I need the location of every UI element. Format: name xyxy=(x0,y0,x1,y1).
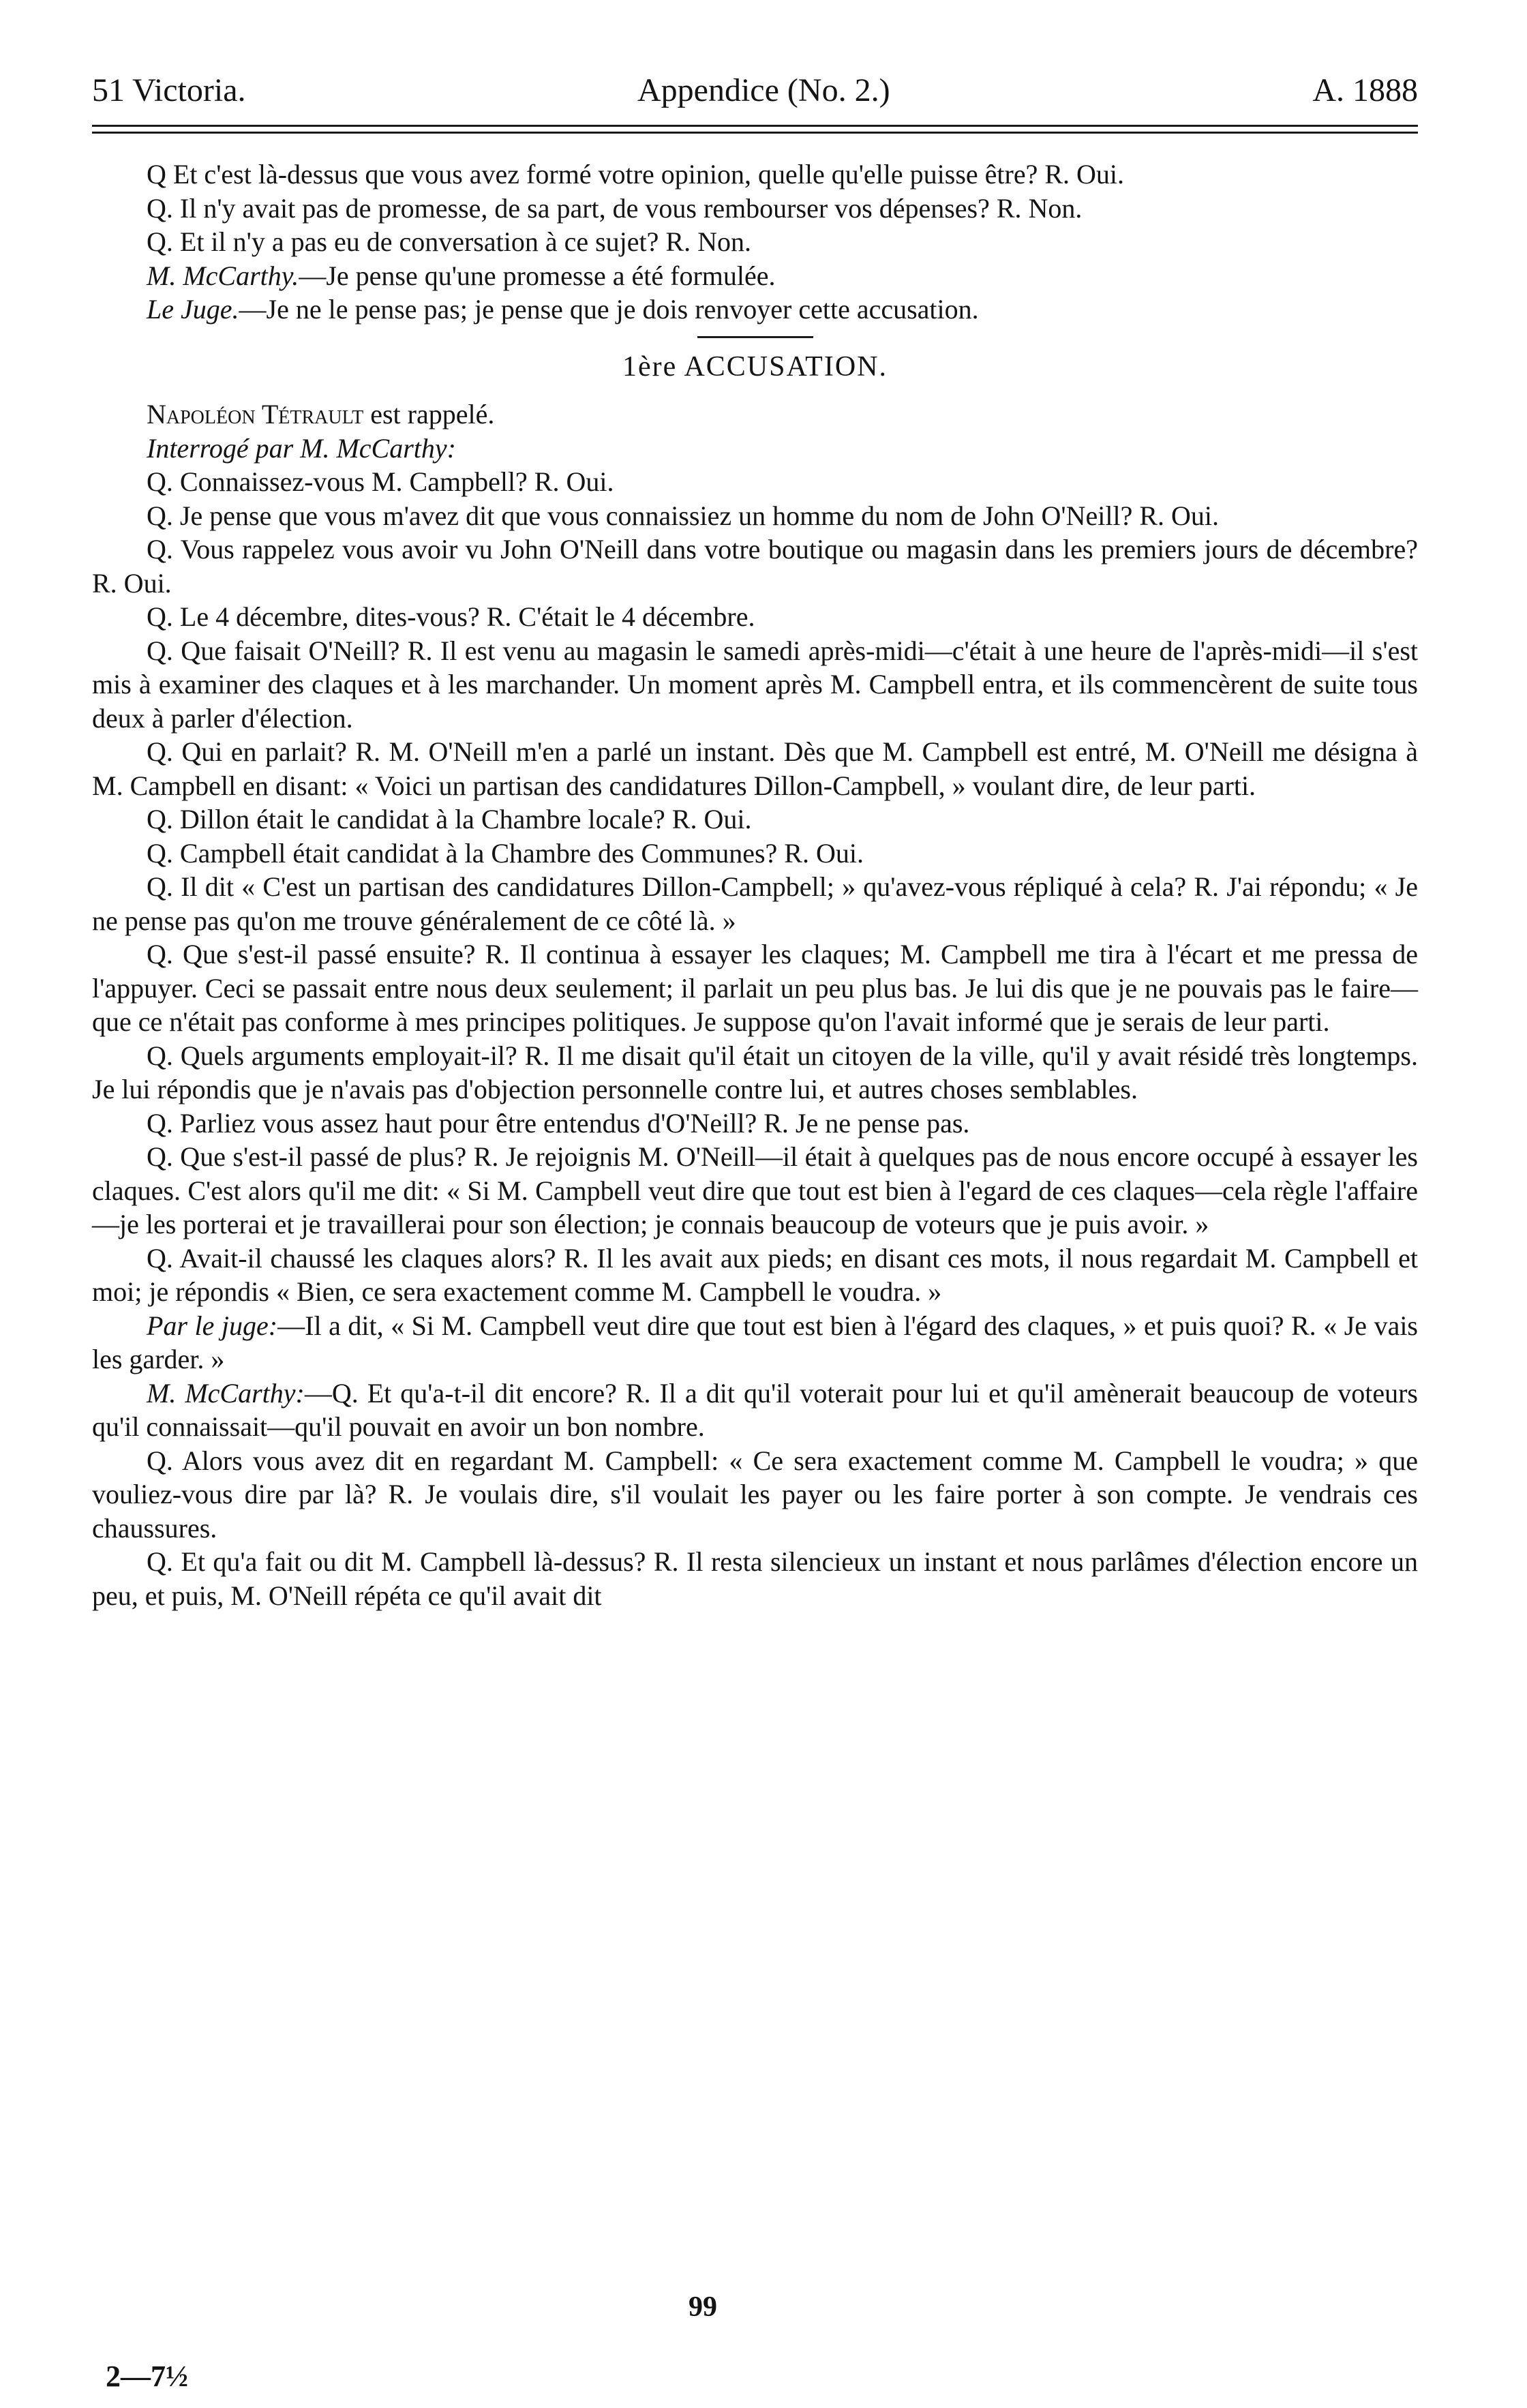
witness-text: est rappelé. xyxy=(363,399,495,430)
page-footer xyxy=(0,2291,1527,2393)
paragraph: Q. Il dit « C'est un partisan des candidatures Dillon-Campbell; » qu'avez-vous répliqué à cela? R. J'ai répondu; « Je ne pense pas qu'on me trouve généralement de ce côté là. » xyxy=(92,871,1418,936)
paragraph: Q. Que s'est-il passé de plus? R. Je rejoignis M. O'Neill—il était à quelques pas de nous encore occupé à essayer les claques. C'est alors qu'il me dit: « Si M. Campbell veut dire que tout est bien à l'egard de ces claques—cela règle l'affaire—je les porterai et je travaillerai pour son élection; je connais beaucoup de voteurs que je puis avoir. » xyxy=(92,1141,1418,1239)
header-double-rule xyxy=(92,123,1418,140)
speaker-paragraph xyxy=(92,259,1418,293)
paragraph: Q. Je pense que vous m'avez dit que vous connaissiez un homme du nom de John O'Neill? R. Oui. xyxy=(147,500,1220,531)
page-number: 99 xyxy=(689,2291,717,2323)
speaker-text: —Il a dit, « Si M. Campbell veut dire que tout est bien à l'égard des claques, » et puis quoi? R. « Je vais les garder. » xyxy=(92,1310,1419,1374)
document-body xyxy=(92,157,1418,1612)
document-page xyxy=(92,65,1418,1612)
header-session: 51 Victoria. xyxy=(92,72,246,108)
paragraph: Q. Dillon était le candidat à la Chambre locale? R. Oui. xyxy=(147,804,752,834)
witness-name: Napoléon Tétrault xyxy=(147,399,364,430)
speaker-name: Par le juge: xyxy=(147,1310,278,1341)
speaker-paragraph xyxy=(92,1309,1418,1376)
paragraph: Q. Connaissez-vous M. Campbell? R. Oui. xyxy=(147,466,614,497)
speaker-paragraph xyxy=(92,1376,1418,1444)
speaker-name: M. McCarthy. xyxy=(147,260,299,291)
paragraph: Q. Le 4 décembre, dites-vous? R. C'était le 4 décembre. xyxy=(147,601,755,632)
header-appendix: Appendice (No. 2.) xyxy=(637,72,890,108)
speaker-name: Le Juge. xyxy=(147,294,239,325)
paragraph: Q. Que s'est-il passé ensuite? R. Il continua à essayer les claques; M. Campbell me tira à l'écart et me pressa de l'appuyer. Ceci se passait entre nous deux seulement; il parlait un peu plus bas. Je lui dis que je ne pouvais pas le faire—que ce n'était pas conforme à mes principes politiques. Je suppose qu'on l'avait informé que je serais de leur parti. xyxy=(92,939,1418,1037)
paragraph: Q. Campbell était candidat à la Chambre des Communes? R. Oui. xyxy=(147,837,864,869)
paragraph: Q. Parliez vous assez haut pour être entendus d'O'Neill? R. Je ne pense pas. xyxy=(147,1107,970,1139)
paragraph: Q. Il n'y avait pas de promesse, de sa part, de vous rembourser vos dépenses? R. Non. xyxy=(147,192,1083,224)
speaker-name: M. McCarthy: xyxy=(147,1377,305,1409)
speaker-text: —Je pense qu'une promesse a été formulée. xyxy=(299,260,776,291)
paragraph: Q. Quels arguments employait-il? R. Il me disait qu'il était un citoyen de la ville, qu'il y avait résidé très longtemps. Je lui répondis que je n'avais pas d'objection personnelle contre lui, et autres choses semblables. xyxy=(92,1040,1418,1104)
speaker-paragraph xyxy=(92,292,1418,327)
paragraph: Q. Avait-il chaussé les claques alors? R. Il les avait aux pieds; en disant ces mots, il nous regardait M. Campbell et moi; je répondis « Bien, ce sera exactement comme M. Campbell le voudra. » xyxy=(92,1242,1418,1307)
paragraph: Q. Que faisait O'Neill? R. Il est venu au magasin le samedi après-midi—c'était à une heure de l'après-midi—il s'est mis à examiner des claques et à les marchander. Un moment après M. Campbell entra, et ils commencèrent de suite tous deux à parler d'élection. xyxy=(92,635,1418,734)
paragraph: Q. Et il n'y a pas eu de conversation à ce sujet? R. Non. xyxy=(147,226,751,257)
paragraph: Q. Qui en parlait? R. M. O'Neill m'en a parlé un instant. Dès que M. Campbell est entré, M. O'Neill me désigna à M. Campbell en disant: « Voici un partisan des candidatures Dillon-Campbell, » voulant dire, de leur parti. xyxy=(92,736,1418,801)
speaker-text: —Q. Et qu'a-t-il dit encore? R. Il a dit qu'il voterait pour lui et qu'il amènerait beaucoup de voteurs qu'il connaissait—qu'il pouvait en avoir un bon nombre. xyxy=(92,1377,1418,1442)
header-rule-top xyxy=(92,125,1418,127)
paragraph: Q. Et qu'a fait ou dit M. Campbell là-dessus? R. Il resta silencieux un instant et nous parlâmes d'élection encore un peu, et puis, M. O'Neill répéta ce qu'il avait dit xyxy=(92,1546,1418,1611)
paragraph: Q Et c'est là-dessus que vous avez formé votre opinion, quelle qu'elle puisse être? R. Oui. xyxy=(147,159,1125,190)
paragraph: Q. Vous rappelez vous avoir vu John O'Neill dans votre boutique ou magasin dans les premiers jours de décembre? R. Oui. xyxy=(92,534,1418,599)
interrogation-heading: Interrogé par M. McCarthy: xyxy=(147,432,456,464)
section-title: 1ère ACCUSATION. xyxy=(622,350,888,382)
paragraph: Q. Alors vous avez dit en regardant M. Campbell: « Ce sera exactement comme M. Campbell le voudra; » que vouliez-vous dire par là? R. Je voulais dire, s'il voulait les payer ou les faire porter à son compte. Je vendrais ces chaussures. xyxy=(92,1445,1418,1544)
witness-line xyxy=(92,397,1418,432)
header-rule-bottom xyxy=(92,132,1418,134)
printer-signature: 2—7½ xyxy=(106,2360,188,2393)
running-header xyxy=(92,65,1418,119)
speaker-text: —Je ne le pense pas; je pense que je dois renvoyer cette accusation. xyxy=(239,294,979,325)
section-separator xyxy=(697,336,813,338)
header-year: A. 1888 xyxy=(1312,72,1418,108)
